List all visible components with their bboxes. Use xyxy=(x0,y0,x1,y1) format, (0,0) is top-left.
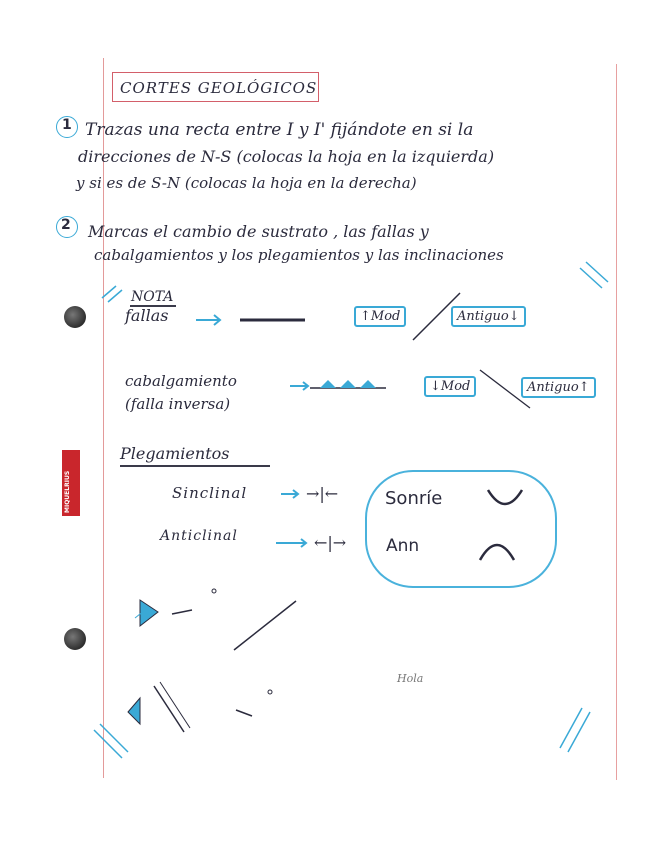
step-1-line-2: direcciones de N-S (colocas la hoja en la izquierda) xyxy=(78,147,495,166)
cabalgamiento-mod-box: ↓Mod xyxy=(424,376,476,397)
cabalgamiento-antiguo-box: Antiguo↑ xyxy=(521,377,596,398)
step-2-line-2: cabalgamientos y los plegamientos y las inclinaciones xyxy=(94,246,504,264)
anticlinal-label: Anticlinal xyxy=(160,528,238,544)
cabalgamiento-sublabel: (falla inversa) xyxy=(125,395,231,413)
fallas-antiguo-box: Antiguo↓ xyxy=(451,306,526,327)
falla-diagonal xyxy=(413,293,460,340)
cabalgamiento-arrow xyxy=(290,382,308,390)
decor-slashes-bottom-right xyxy=(560,708,590,752)
fallas-arrow xyxy=(196,315,220,325)
cabalgamiento-teeth-line xyxy=(310,380,386,388)
page-title: CORTES GEOLÓGICOS xyxy=(120,79,318,97)
syncline-smile-icon xyxy=(488,490,522,504)
footer-note: Hola xyxy=(397,672,424,685)
sketch-line-2a xyxy=(154,686,184,732)
fallas-mod-box: ↑Mod xyxy=(354,306,406,327)
sinclinal-arrow xyxy=(281,490,298,498)
sketch-dot-1 xyxy=(212,589,216,593)
cabalgamiento-label: cabalgamiento xyxy=(125,372,237,390)
sketch-dash-2 xyxy=(236,710,252,716)
decor-slashes-bottom-left xyxy=(94,724,128,758)
sinclinal-symbol: →|← xyxy=(306,484,339,503)
decor-slashes-top-right xyxy=(580,262,608,288)
sinclinal-label: Sinclinal xyxy=(172,484,248,502)
decor-slashes-top-left xyxy=(102,286,122,302)
sketch-dot-2 xyxy=(268,690,272,694)
sketch-dip-symbol-2 xyxy=(128,698,140,724)
brand-logo-text: MIQUELRIUS xyxy=(64,470,71,513)
anticlinal-symbol: ←|→ xyxy=(314,533,347,552)
plegamientos-heading: Plegamientos xyxy=(120,444,230,463)
sonrie-text: Sonríe xyxy=(385,488,443,509)
step-1-line-3: y si es de S-N (colocas la hoja en la derecha) xyxy=(76,174,417,192)
step-2-number: 2 xyxy=(61,217,71,233)
step-2-line-1: Marcas el cambio de sustrato , las fallas y xyxy=(88,222,429,241)
fallas-label: fallas xyxy=(125,306,169,325)
sketch-dash-1 xyxy=(172,610,192,614)
cabalgamiento-diagonal xyxy=(480,370,530,408)
anticline-arch-icon xyxy=(480,545,514,560)
nota-heading: NOTA xyxy=(131,289,174,305)
sketch-dip-symbol-1 xyxy=(135,600,158,626)
anticlinal-arrow xyxy=(276,539,306,547)
sketch-long-line-1 xyxy=(234,601,296,650)
step-1-line-1: Trazas una recta entre I y I' fijándote en si la xyxy=(85,120,474,140)
sketch-line-2b xyxy=(160,682,190,728)
ann-text: Ann xyxy=(386,536,420,556)
step-1-number: 1 xyxy=(62,117,72,133)
